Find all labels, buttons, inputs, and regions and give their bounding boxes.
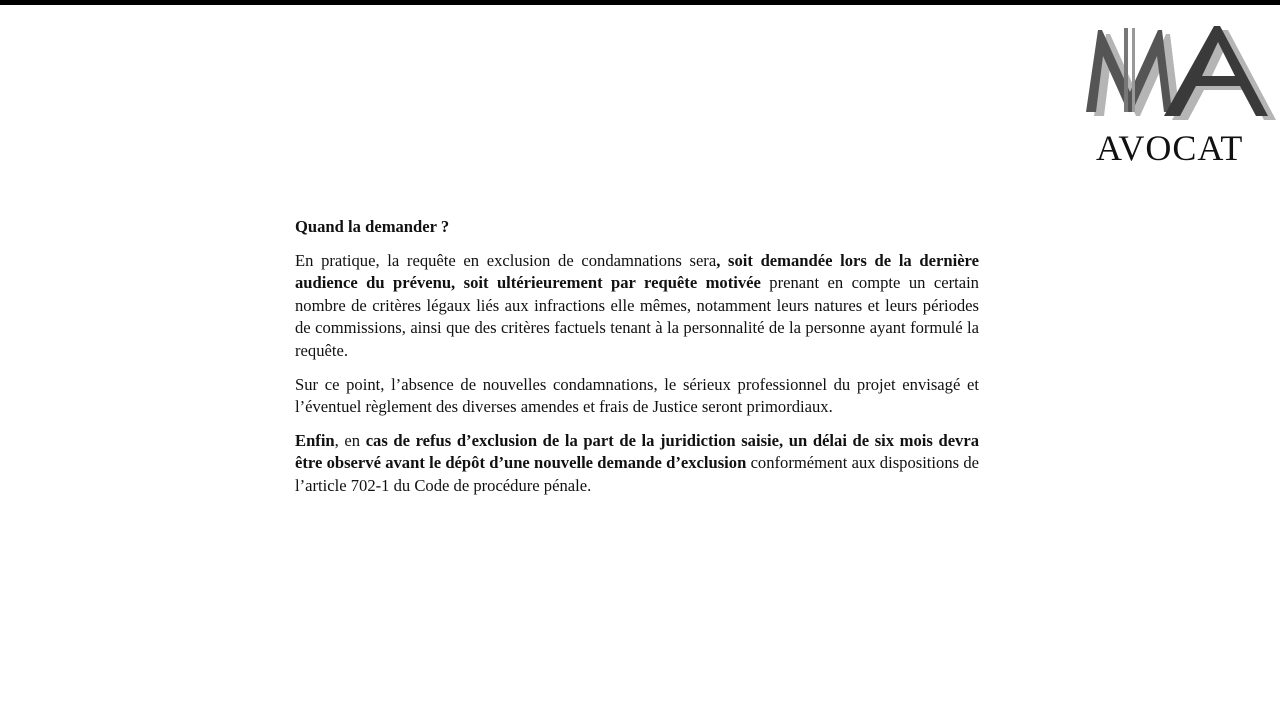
document-body [295,216,979,509]
section-heading: Quand la demander ? [295,217,450,236]
text-segment: conformément aux dispositions de l’article 702-1 du Code de procédure pénale. [295,453,979,495]
body-paragraph [295,374,979,419]
logo-monogram [1086,26,1276,120]
text-segment: prenant en compte un certain nombre de critères légaux liés aux infractions elle mêmes, notamment leurs natures et leurs périodes de commissions, ainsi que des critères factuels tenant à la personnalité de la personne ayant formulé la requête. [295,273,979,360]
bold-text-segment: , soit demandée lors de la dernière audience du prévenu, soit ultérieurement par requête motivée [295,250,979,293]
text-segment: En pratique, la requête en exclusion de condamnations sera [295,250,717,270]
top-border [0,0,1280,5]
paragraph-list [295,250,979,498]
body-paragraph [295,430,979,498]
logo-subtitle: AVOCAT [1096,128,1244,168]
bold-text-segment: cas de refus d’exclusion de la part de la juridiction saisie, un délai de six mois devra être observé avant le dépôt d’une nouvelle demande d’exclusion [295,430,980,473]
bold-text-segment: Enfin [295,430,335,450]
text-segment: Sur ce point, l’absence de nouvelles condamnations, le sérieux professionnel du projet envisagé et l’éventuel règlement des diverses amendes et frais de Justice seront primordiaux. [295,374,979,417]
body-paragraph [295,250,979,363]
text-segment: , en [334,430,366,450]
ma-avocat-logo [1072,20,1278,170]
